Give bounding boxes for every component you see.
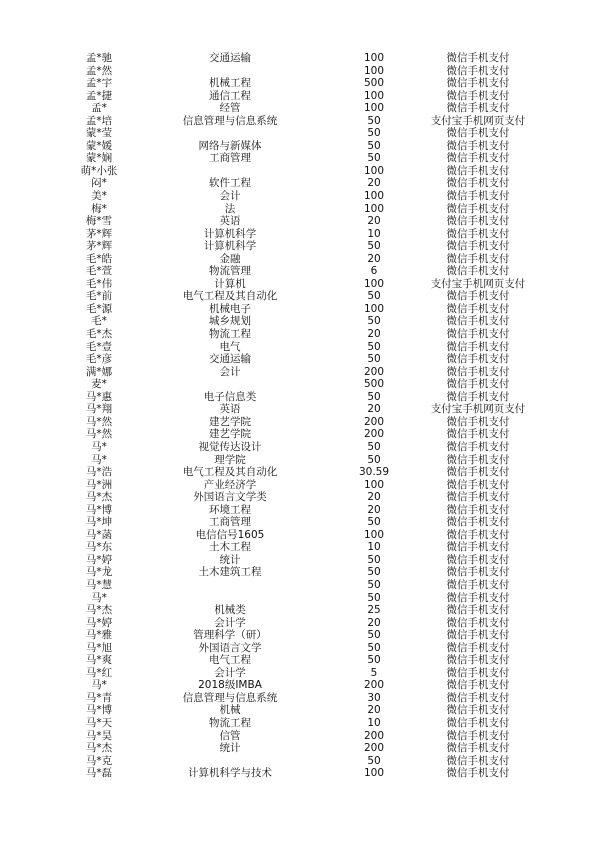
major-cell: 计算机科学 xyxy=(203,227,257,240)
amount-cell: 50 xyxy=(367,127,381,140)
table-row xyxy=(66,203,536,216)
major-cell: 视觉传达设计 xyxy=(198,440,262,453)
name-cell: 孟*捷 xyxy=(85,89,113,102)
amount-cell: 50 xyxy=(367,553,381,566)
name-cell: 萌*小张 xyxy=(80,164,118,177)
amount-cell: 500 xyxy=(363,378,385,391)
name-cell: 毛*杰 xyxy=(85,328,113,341)
table-row xyxy=(66,479,536,492)
name-cell: 马*东 xyxy=(85,541,113,554)
name-cell: 孟*培 xyxy=(85,114,113,127)
amount-cell: 100 xyxy=(363,767,385,780)
table-row xyxy=(66,115,536,128)
major-cell: 2018级IMBA xyxy=(198,679,262,692)
payment-method-cell: 支付宝手机网页支付 xyxy=(430,114,526,127)
table-row xyxy=(66,767,536,780)
name-cell: 马*婷 xyxy=(85,616,113,629)
payment-method-cell: 微信手机支付 xyxy=(446,654,510,667)
payment-method-cell: 微信手机支付 xyxy=(446,767,510,780)
amount-cell: 100 xyxy=(363,102,385,115)
name-cell: 马*红 xyxy=(85,666,113,679)
major-cell: 工商管理 xyxy=(209,516,251,529)
name-cell: 马*婷 xyxy=(85,553,113,566)
amount-cell: 50 xyxy=(367,453,381,466)
table-row xyxy=(66,140,536,153)
table-row xyxy=(66,504,536,517)
major-cell: 城乡规划 xyxy=(209,315,251,328)
amount-cell: 50 xyxy=(367,315,381,328)
payment-method-cell: 微信手机支付 xyxy=(446,378,510,391)
major-cell: 电信信号1605 xyxy=(195,528,265,541)
amount-cell: 500 xyxy=(363,77,385,90)
name-cell: 孟*然 xyxy=(85,64,113,77)
amount-cell: 50 xyxy=(367,139,381,152)
name-cell: 孟* xyxy=(91,102,107,115)
payment-method-cell: 微信手机支付 xyxy=(446,315,510,328)
amount-cell: 20 xyxy=(367,491,381,504)
payment-method-cell: 微信手机支付 xyxy=(446,528,510,541)
amount-cell: 100 xyxy=(363,528,385,541)
name-cell: 毛*彦 xyxy=(85,353,113,366)
name-cell: 马*慧 xyxy=(85,578,113,591)
payment-method-cell: 微信手机支付 xyxy=(446,164,510,177)
table-row xyxy=(66,742,536,755)
table-row xyxy=(66,604,536,617)
name-cell: 蒙*媛 xyxy=(85,139,113,152)
payment-method-cell: 微信手机支付 xyxy=(446,453,510,466)
amount-cell: 5 xyxy=(370,666,378,679)
major-cell xyxy=(132,755,328,768)
name-cell: 马*坤 xyxy=(85,516,113,529)
major-cell xyxy=(132,579,328,592)
name-cell: 茅*辉 xyxy=(85,227,113,240)
amount-cell: 20 xyxy=(367,328,381,341)
payment-method-cell: 微信手机支付 xyxy=(446,629,510,642)
name-cell: 梅*雪 xyxy=(85,215,113,228)
payment-method-cell: 微信手机支付 xyxy=(446,578,510,591)
payment-method-cell: 微信手机支付 xyxy=(446,240,510,253)
payment-method-cell: 微信手机支付 xyxy=(446,365,510,378)
name-cell: 孟*宇 xyxy=(85,77,113,90)
amount-cell: 100 xyxy=(363,164,385,177)
name-cell: 马*惠 xyxy=(85,390,113,403)
major-cell: 机械类 xyxy=(214,604,246,617)
amount-cell: 50 xyxy=(367,290,381,303)
name-cell: 毛*伟 xyxy=(85,277,113,290)
amount-cell: 100 xyxy=(363,202,385,215)
major-cell: 统计 xyxy=(219,553,241,566)
amount-cell: 50 xyxy=(367,152,381,165)
payment-method-cell: 微信手机支付 xyxy=(446,428,510,441)
payment-method-cell: 微信手机支付 xyxy=(446,252,510,265)
table-row xyxy=(66,529,536,542)
amount-cell: 200 xyxy=(363,365,385,378)
major-cell: 建艺学院 xyxy=(209,415,251,428)
name-cell: 闷* xyxy=(91,177,107,190)
name-cell: 马*磊 xyxy=(85,767,113,780)
payment-method-cell: 微信手机支付 xyxy=(446,89,510,102)
amount-cell: 50 xyxy=(367,629,381,642)
table-row xyxy=(66,152,536,165)
amount-cell: 20 xyxy=(367,503,381,516)
table-row xyxy=(66,265,536,278)
amount-cell: 20 xyxy=(367,252,381,265)
major-cell xyxy=(132,165,328,178)
payment-method-cell: 微信手机支付 xyxy=(446,64,510,77)
amount-cell: 50 xyxy=(367,340,381,353)
donation-table xyxy=(66,52,536,780)
table-row xyxy=(66,416,536,429)
name-cell: 马*龙 xyxy=(85,566,113,579)
payment-method-cell: 微信手机支付 xyxy=(446,553,510,566)
amount-cell: 100 xyxy=(363,52,385,64)
payment-method-cell: 微信手机支付 xyxy=(446,353,510,366)
amount-cell: 50 xyxy=(367,654,381,667)
table-row xyxy=(66,303,536,316)
table-row xyxy=(66,541,536,554)
payment-method-cell: 微信手机支付 xyxy=(446,340,510,353)
major-cell: 计算机科学与技术 xyxy=(188,767,272,780)
payment-method-cell: 支付宝手机网页支付 xyxy=(430,277,526,290)
name-cell: 毛*萱 xyxy=(85,265,113,278)
payment-method-cell: 微信手机支付 xyxy=(446,290,510,303)
major-cell: 机械 xyxy=(219,704,241,717)
amount-cell: 200 xyxy=(363,415,385,428)
payment-method-cell: 微信手机支付 xyxy=(446,478,510,491)
name-cell: 马* xyxy=(91,591,107,604)
major-cell: 会计学 xyxy=(214,616,246,629)
major-cell: 经管 xyxy=(219,102,241,115)
table-row xyxy=(66,190,536,203)
payment-method-cell: 微信手机支付 xyxy=(446,215,510,228)
table-row xyxy=(66,403,536,416)
major-cell xyxy=(132,127,328,140)
name-cell: 马*昊 xyxy=(85,729,113,742)
table-row xyxy=(66,378,536,391)
amount-cell: 100 xyxy=(363,478,385,491)
major-cell: 外国语言文学 xyxy=(198,641,262,654)
major-cell: 交通运输 xyxy=(209,353,251,366)
table-row xyxy=(66,102,536,115)
table-row xyxy=(66,592,536,605)
major-cell: 外国语言文学类 xyxy=(193,491,267,504)
major-cell: 计算机科学 xyxy=(203,240,257,253)
table-row xyxy=(66,654,536,667)
payment-method-cell: 微信手机支付 xyxy=(446,139,510,152)
major-cell: 会计 xyxy=(219,365,241,378)
amount-cell: 30 xyxy=(367,691,381,704)
payment-method-cell: 微信手机支付 xyxy=(446,754,510,767)
amount-cell: 50 xyxy=(367,353,381,366)
table-row xyxy=(66,127,536,140)
table-row xyxy=(66,253,536,266)
table-row xyxy=(66,629,536,642)
amount-cell: 10 xyxy=(367,716,381,729)
amount-cell: 20 xyxy=(367,177,381,190)
payment-method-cell: 微信手机支付 xyxy=(446,52,510,64)
major-cell xyxy=(132,378,328,391)
major-cell: 理学院 xyxy=(214,453,246,466)
payment-method-cell: 微信手机支付 xyxy=(446,716,510,729)
name-cell: 马*杰 xyxy=(85,491,113,504)
major-cell: 建艺学院 xyxy=(209,428,251,441)
amount-cell: 6 xyxy=(370,265,378,278)
major-cell: 信息管理与信息系统 xyxy=(182,114,278,127)
major-cell: 管理科学（研） xyxy=(193,629,267,642)
major-cell: 电气工程 xyxy=(209,654,251,667)
name-cell: 马*菡 xyxy=(85,528,113,541)
table-row xyxy=(66,391,536,404)
major-cell: 工商管理 xyxy=(209,152,251,165)
amount-cell: 100 xyxy=(363,277,385,290)
amount-cell: 20 xyxy=(367,704,381,717)
major-cell: 环境工程 xyxy=(209,503,251,516)
amount-cell: 50 xyxy=(367,566,381,579)
payment-method-cell: 微信手机支付 xyxy=(446,729,510,742)
payment-method-cell: 微信手机支付 xyxy=(446,591,510,604)
name-cell: 马* xyxy=(91,679,107,692)
name-cell: 毛*皓 xyxy=(85,252,113,265)
table-row xyxy=(66,165,536,178)
major-cell: 统计 xyxy=(219,742,241,755)
table-row xyxy=(66,667,536,680)
name-cell: 孟*驰 xyxy=(85,52,113,64)
table-row xyxy=(66,428,536,441)
amount-cell: 10 xyxy=(367,541,381,554)
table-row xyxy=(66,278,536,291)
amount-cell: 20 xyxy=(367,616,381,629)
payment-method-cell: 微信手机支付 xyxy=(446,466,510,479)
table-row xyxy=(66,77,536,90)
name-cell: 马*天 xyxy=(85,716,113,729)
name-cell: 茅*辉 xyxy=(85,240,113,253)
name-cell: 美* xyxy=(91,190,107,203)
payment-method-cell: 微信手机支付 xyxy=(446,616,510,629)
amount-cell: 200 xyxy=(363,742,385,755)
payment-method-cell: 微信手机支付 xyxy=(446,152,510,165)
payment-method-cell: 微信手机支付 xyxy=(446,127,510,140)
payment-method-cell: 微信手机支付 xyxy=(446,177,510,190)
name-cell: 毛*源 xyxy=(85,302,113,315)
payment-method-cell: 微信手机支付 xyxy=(446,190,510,203)
name-cell: 马* xyxy=(91,440,107,453)
table-row xyxy=(66,328,536,341)
table-row xyxy=(66,579,536,592)
amount-cell: 10 xyxy=(367,227,381,240)
major-cell: 法 xyxy=(224,202,236,215)
amount-cell: 100 xyxy=(363,89,385,102)
major-cell: 会计 xyxy=(219,190,241,203)
name-cell: 马*洲 xyxy=(85,478,113,491)
name-cell: 满*娜 xyxy=(85,365,113,378)
name-cell: 马*克 xyxy=(85,754,113,767)
name-cell: 毛* xyxy=(91,315,107,328)
amount-cell: 50 xyxy=(367,516,381,529)
payment-method-cell: 微信手机支付 xyxy=(446,691,510,704)
name-cell: 蒙*娴 xyxy=(85,152,113,165)
major-cell xyxy=(132,592,328,605)
payment-method-cell: 微信手机支付 xyxy=(446,566,510,579)
donation-table-body xyxy=(66,52,536,780)
major-cell: 会计学 xyxy=(214,666,246,679)
name-cell: 马*雅 xyxy=(85,629,113,642)
table-row xyxy=(66,566,536,579)
major-cell xyxy=(132,65,328,78)
major-cell: 物流工程 xyxy=(209,328,251,341)
amount-cell: 100 xyxy=(363,302,385,315)
name-cell: 马*杰 xyxy=(85,604,113,617)
name-cell: 马* xyxy=(91,453,107,466)
name-cell: 毛*前 xyxy=(85,290,113,303)
table-row xyxy=(66,315,536,328)
table-row xyxy=(66,491,536,504)
payment-method-cell: 微信手机支付 xyxy=(446,742,510,755)
table-row xyxy=(66,52,536,65)
name-cell: 马*然 xyxy=(85,428,113,441)
major-cell: 电气 xyxy=(219,340,241,353)
table-row xyxy=(66,755,536,768)
table-row xyxy=(66,617,536,630)
major-cell: 英语 xyxy=(219,215,241,228)
payment-method-cell: 微信手机支付 xyxy=(446,102,510,115)
table-row xyxy=(66,353,536,366)
amount-cell: 100 xyxy=(363,190,385,203)
name-cell: 梅* xyxy=(91,202,107,215)
name-cell: 马*旭 xyxy=(85,641,113,654)
name-cell: 马*然 xyxy=(85,415,113,428)
table-row xyxy=(66,554,536,567)
payment-method-cell: 微信手机支付 xyxy=(446,604,510,617)
table-row xyxy=(66,366,536,379)
amount-cell: 50 xyxy=(367,754,381,767)
major-cell: 计算机 xyxy=(214,277,246,290)
name-cell: 马*浩 xyxy=(85,466,113,479)
amount-cell: 50 xyxy=(367,578,381,591)
amount-cell: 50 xyxy=(367,591,381,604)
payment-method-cell: 微信手机支付 xyxy=(446,503,510,516)
payment-method-cell: 微信手机支付 xyxy=(446,704,510,717)
payment-method-cell: 微信手机支付 xyxy=(446,328,510,341)
table-row xyxy=(66,679,536,692)
table-row xyxy=(66,454,536,467)
table-row xyxy=(66,215,536,228)
name-cell: 马*爽 xyxy=(85,654,113,667)
major-cell: 英语 xyxy=(219,403,241,416)
amount-cell: 50 xyxy=(367,641,381,654)
major-cell: 电子信息类 xyxy=(203,390,257,403)
amount-cell: 200 xyxy=(363,428,385,441)
payment-method-cell: 微信手机支付 xyxy=(446,77,510,90)
table-row xyxy=(66,516,536,529)
table-row xyxy=(66,466,536,479)
major-cell: 产业经济学 xyxy=(203,478,257,491)
table-row xyxy=(66,341,536,354)
major-cell: 土木工程 xyxy=(209,541,251,554)
name-cell: 马*青 xyxy=(85,691,113,704)
amount-cell: 200 xyxy=(363,729,385,742)
amount-cell: 25 xyxy=(367,604,381,617)
payment-method-cell: 微信手机支付 xyxy=(446,666,510,679)
amount-cell: 50 xyxy=(367,440,381,453)
name-cell: 马*博 xyxy=(85,704,113,717)
payment-method-cell: 微信手机支付 xyxy=(446,302,510,315)
table-row xyxy=(66,642,536,655)
major-cell: 土木建筑工程 xyxy=(198,566,262,579)
table-row xyxy=(66,730,536,743)
table-row xyxy=(66,65,536,78)
table-row xyxy=(66,228,536,241)
major-cell: 软件工程 xyxy=(209,177,251,190)
major-cell: 信息管理与信息系统 xyxy=(182,691,278,704)
major-cell: 物流管理 xyxy=(209,265,251,278)
name-cell: 马*翔 xyxy=(85,403,113,416)
payment-method-cell: 微信手机支付 xyxy=(446,390,510,403)
payment-method-cell: 微信手机支付 xyxy=(446,202,510,215)
major-cell: 机械电子 xyxy=(209,302,251,315)
name-cell: 马*博 xyxy=(85,503,113,516)
amount-cell: 100 xyxy=(363,64,385,77)
amount-cell: 30.59 xyxy=(358,466,390,479)
table-row xyxy=(66,177,536,190)
name-cell: 蒙*莹 xyxy=(85,127,113,140)
name-cell: 马*杰 xyxy=(85,742,113,755)
payment-method-cell: 微信手机支付 xyxy=(446,516,510,529)
name-cell: 毛*壹 xyxy=(85,340,113,353)
amount-cell: 50 xyxy=(367,390,381,403)
payment-method-cell: 微信手机支付 xyxy=(446,641,510,654)
payment-method-cell: 微信手机支付 xyxy=(446,227,510,240)
table-row xyxy=(66,704,536,717)
table-row xyxy=(66,441,536,454)
payment-method-cell: 微信手机支付 xyxy=(446,440,510,453)
table-row xyxy=(66,692,536,705)
payment-method-cell: 微信手机支付 xyxy=(446,491,510,504)
name-cell: 麦* xyxy=(91,378,107,391)
major-cell: 物流工程 xyxy=(209,716,251,729)
major-cell: 电气工程及其自动化 xyxy=(182,290,278,303)
table-row xyxy=(66,240,536,253)
payment-method-cell: 微信手机支付 xyxy=(446,679,510,692)
amount-cell: 50 xyxy=(367,240,381,253)
major-cell: 网络与新媒体 xyxy=(198,139,262,152)
major-cell: 通信工程 xyxy=(209,89,251,102)
table-row xyxy=(66,290,536,303)
major-cell: 信管 xyxy=(219,729,241,742)
amount-cell: 20 xyxy=(367,403,381,416)
table-row xyxy=(66,90,536,103)
table-row xyxy=(66,717,536,730)
payment-method-cell: 微信手机支付 xyxy=(446,541,510,554)
major-cell: 电气工程及其自动化 xyxy=(182,466,278,479)
major-cell: 交通运输 xyxy=(209,52,251,64)
payment-method-cell: 微信手机支付 xyxy=(446,415,510,428)
payment-method-cell: 支付宝手机网页支付 xyxy=(430,403,526,416)
amount-cell: 20 xyxy=(367,215,381,228)
amount-cell: 50 xyxy=(367,114,381,127)
payment-method-cell: 微信手机支付 xyxy=(446,265,510,278)
major-cell: 金融 xyxy=(219,252,241,265)
amount-cell: 200 xyxy=(363,679,385,692)
major-cell: 机械工程 xyxy=(209,77,251,90)
